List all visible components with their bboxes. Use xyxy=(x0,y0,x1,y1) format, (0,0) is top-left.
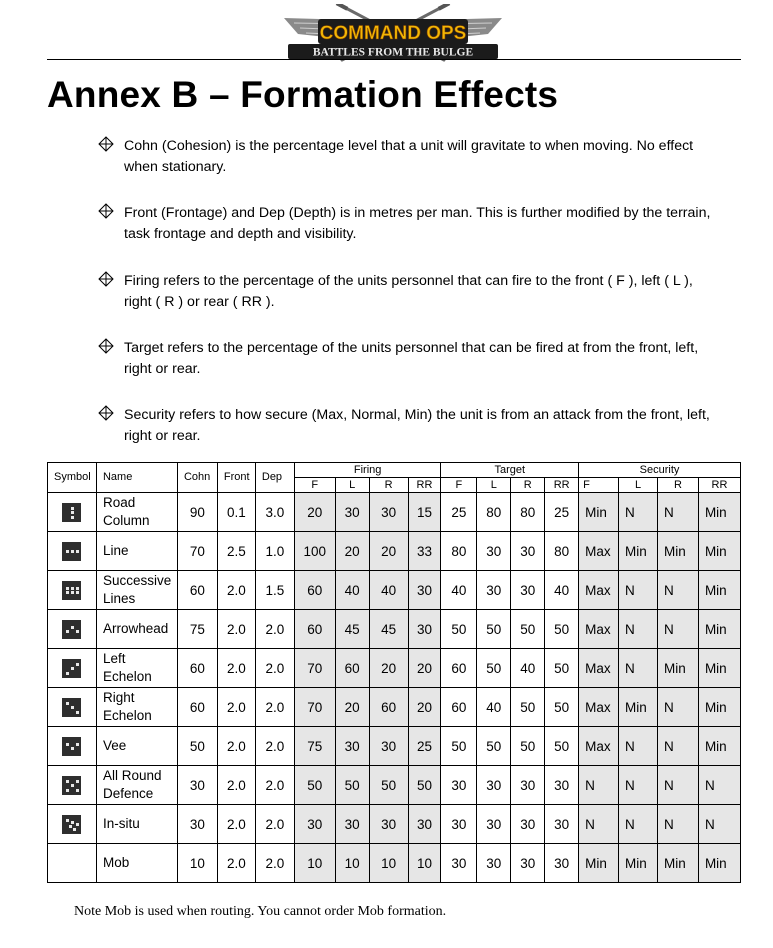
header-dep: Dep xyxy=(255,463,294,493)
firing-r-cell: 30 xyxy=(369,493,408,532)
security-l-cell: N xyxy=(619,610,658,649)
table-row xyxy=(48,688,741,727)
symbol-cell xyxy=(48,649,97,688)
security-l-cell: N xyxy=(619,649,658,688)
dep-cell: 2.0 xyxy=(255,688,294,727)
target-l-cell: 30 xyxy=(477,571,511,610)
symbol-cell xyxy=(48,493,97,532)
header-security-l: L xyxy=(619,478,658,493)
header-security: Security xyxy=(579,463,741,478)
cohn-cell: 90 xyxy=(177,493,217,532)
firing-l-cell: 30 xyxy=(335,493,369,532)
firing-f-cell: 10 xyxy=(294,844,335,883)
formation-name: Right Echelon xyxy=(96,688,177,727)
security-rr-cell: Min xyxy=(698,571,740,610)
firing-r-cell: 30 xyxy=(369,805,408,844)
target-r-cell: 30 xyxy=(511,571,545,610)
firing-l-cell: 50 xyxy=(335,766,369,805)
dep-cell: 2.0 xyxy=(255,805,294,844)
target-l-cell: 50 xyxy=(477,610,511,649)
target-l-cell: 50 xyxy=(477,649,511,688)
security-f-cell: Max xyxy=(579,532,619,571)
page-title: Annex B – Formation Effects xyxy=(47,74,559,115)
logo-top-text: COMMAND OPS xyxy=(319,23,467,44)
header-target-f: F xyxy=(441,478,477,493)
cohn-cell: 60 xyxy=(177,688,217,727)
target-rr-cell: 30 xyxy=(545,844,579,883)
firing-rr-cell: 20 xyxy=(408,688,441,727)
security-r-cell: N xyxy=(658,571,699,610)
target-l-cell: 50 xyxy=(477,727,511,766)
header-firing-rr: RR xyxy=(408,478,441,493)
header-target-r: R xyxy=(511,478,545,493)
target-rr-cell: 40 xyxy=(545,571,579,610)
target-f-cell: 40 xyxy=(441,571,477,610)
target-f-cell: 30 xyxy=(441,766,477,805)
formation-name: Vee xyxy=(96,727,177,766)
firing-f-cell: 70 xyxy=(294,649,335,688)
formation-effects-table xyxy=(47,462,741,883)
target-rr-cell: 50 xyxy=(545,610,579,649)
firing-rr-cell: 30 xyxy=(408,610,441,649)
dep-cell: 3.0 xyxy=(255,493,294,532)
formation-name: Successive Lines xyxy=(96,571,177,610)
security-l-cell: N xyxy=(619,727,658,766)
firing-r-cell: 60 xyxy=(369,688,408,727)
table-row xyxy=(48,610,741,649)
diamond-bullet-icon xyxy=(98,203,114,219)
target-r-cell: 30 xyxy=(511,805,545,844)
security-rr-cell: Min xyxy=(698,727,740,766)
header-name: Name xyxy=(96,463,177,493)
firing-r-cell: 30 xyxy=(369,727,408,766)
target-l-cell: 30 xyxy=(477,805,511,844)
table-row xyxy=(48,805,741,844)
target-f-cell: 50 xyxy=(441,727,477,766)
symbol-cell xyxy=(48,727,97,766)
target-rr-cell: 50 xyxy=(545,727,579,766)
formation-name: Arrowhead xyxy=(96,610,177,649)
security-rr-cell: Min xyxy=(698,610,740,649)
logo-bottom-text: BATTLES FROM THE BULGE xyxy=(312,46,474,59)
front-cell: 0.1 xyxy=(217,493,255,532)
firing-r-cell: 50 xyxy=(369,766,408,805)
bullet-text: Firing refers to the percentage of the units personnel that can fire to the front ( F ), left ( L ), right ( R ) or rear ( RR ). xyxy=(124,273,693,310)
bullet-text: Target refers to the percentage of the units personnel that can be fired at from the front, left, right or rear. xyxy=(124,340,699,377)
header-security-f: F xyxy=(579,478,619,493)
dep-cell: 1.0 xyxy=(255,532,294,571)
target-l-cell: 80 xyxy=(477,493,511,532)
target-r-cell: 30 xyxy=(511,766,545,805)
table-row xyxy=(48,727,741,766)
firing-f-cell: 50 xyxy=(294,766,335,805)
front-cell: 2.0 xyxy=(217,805,255,844)
firing-f-cell: 20 xyxy=(294,493,335,532)
target-rr-cell: 30 xyxy=(545,805,579,844)
line-symbol-icon xyxy=(62,542,81,561)
formation-name: Left Echelon xyxy=(96,649,177,688)
formation-name: Road Column xyxy=(96,493,177,532)
formation-name: Line xyxy=(96,532,177,571)
header-firing-r: R xyxy=(369,478,408,493)
firing-l-cell: 60 xyxy=(335,649,369,688)
firing-rr-cell: 20 xyxy=(408,649,441,688)
cohn-cell: 10 xyxy=(177,844,217,883)
target-l-cell: 30 xyxy=(477,532,511,571)
target-f-cell: 30 xyxy=(441,844,477,883)
formation-name: Mob xyxy=(96,844,177,883)
security-l-cell: N xyxy=(619,493,658,532)
target-f-cell: 80 xyxy=(441,532,477,571)
firing-rr-cell: 30 xyxy=(408,805,441,844)
target-rr-cell: 50 xyxy=(545,688,579,727)
bullet-text: Front (Frontage) and Dep (Depth) is in metres per man. This is further modified by the terrain, task frontage and depth and visibility. xyxy=(124,205,711,242)
security-f-cell: Min xyxy=(579,493,619,532)
target-f-cell: 60 xyxy=(441,649,477,688)
firing-rr-cell: 33 xyxy=(408,532,441,571)
target-l-cell: 40 xyxy=(477,688,511,727)
road-column-symbol-icon xyxy=(62,503,81,522)
security-rr-cell: N xyxy=(698,805,740,844)
security-f-cell: Max xyxy=(579,727,619,766)
security-r-cell: N xyxy=(658,610,699,649)
security-r-cell: Min xyxy=(658,532,699,571)
dep-cell: 2.0 xyxy=(255,610,294,649)
security-f-cell: Max xyxy=(579,610,619,649)
target-rr-cell: 80 xyxy=(545,532,579,571)
security-l-cell: N xyxy=(619,766,658,805)
header-cohn: Cohn xyxy=(177,463,217,493)
firing-l-cell: 40 xyxy=(335,571,369,610)
security-r-cell: Min xyxy=(658,844,699,883)
header-target: Target xyxy=(441,463,579,478)
bullet-text: Security refers to how secure (Max, Normal, Min) the unit is from an attack from the front, left, right or rear. xyxy=(124,407,710,444)
all-round-defence-symbol-icon xyxy=(62,776,81,795)
firing-r-cell: 20 xyxy=(369,649,408,688)
security-r-cell: N xyxy=(658,688,699,727)
target-f-cell: 30 xyxy=(441,805,477,844)
dep-cell: 2.0 xyxy=(255,766,294,805)
firing-f-cell: 60 xyxy=(294,571,335,610)
diamond-bullet-icon xyxy=(98,405,114,421)
front-cell: 2.0 xyxy=(217,610,255,649)
header-target-l: L xyxy=(477,478,511,493)
target-f-cell: 60 xyxy=(441,688,477,727)
formation-name: In-situ xyxy=(96,805,177,844)
front-cell: 2.0 xyxy=(217,571,255,610)
header-firing: Firing xyxy=(294,463,441,478)
target-rr-cell: 50 xyxy=(545,649,579,688)
target-l-cell: 30 xyxy=(477,844,511,883)
arrowhead-symbol-icon xyxy=(62,620,81,639)
front-cell: 2.0 xyxy=(217,844,255,883)
in-situ-symbol-icon xyxy=(62,815,81,834)
front-cell: 2.0 xyxy=(217,727,255,766)
security-r-cell: N xyxy=(658,493,699,532)
security-l-cell: Min xyxy=(619,688,658,727)
diamond-bullet-icon xyxy=(98,136,114,152)
front-cell: 2.5 xyxy=(217,532,255,571)
table-row xyxy=(48,844,741,883)
firing-l-cell: 45 xyxy=(335,610,369,649)
firing-f-cell: 60 xyxy=(294,610,335,649)
cohn-cell: 30 xyxy=(177,766,217,805)
target-l-cell: 30 xyxy=(477,766,511,805)
footnote: Note Mob is used when routing. You cannot order Mob formation. xyxy=(74,904,447,919)
diamond-bullet-icon xyxy=(98,271,114,287)
header-firing-l: L xyxy=(335,478,369,493)
diamond-bullet-icon xyxy=(98,338,114,354)
successive-lines-symbol-icon xyxy=(62,581,81,600)
target-rr-cell: 25 xyxy=(545,493,579,532)
header-rule xyxy=(47,59,741,60)
firing-f-cell: 75 xyxy=(294,727,335,766)
target-r-cell: 30 xyxy=(511,844,545,883)
table-row xyxy=(48,571,741,610)
target-f-cell: 25 xyxy=(441,493,477,532)
target-r-cell: 50 xyxy=(511,610,545,649)
symbol-cell xyxy=(48,532,97,571)
security-r-cell: N xyxy=(658,805,699,844)
security-rr-cell: Min xyxy=(698,649,740,688)
firing-r-cell: 45 xyxy=(369,610,408,649)
left-echelon-symbol-icon xyxy=(62,659,81,678)
symbol-cell xyxy=(48,844,97,883)
target-rr-cell: 30 xyxy=(545,766,579,805)
firing-f-cell: 100 xyxy=(294,532,335,571)
symbol-cell xyxy=(48,610,97,649)
firing-l-cell: 30 xyxy=(335,805,369,844)
symbol-cell xyxy=(48,688,97,727)
security-l-cell: N xyxy=(619,571,658,610)
table-row xyxy=(48,493,741,532)
firing-rr-cell: 30 xyxy=(408,571,441,610)
firing-r-cell: 10 xyxy=(369,844,408,883)
bullet-text: Cohn (Cohesion) is the percentage level that a unit will gravitate to when moving. No effect when stationary. xyxy=(124,138,694,175)
cohn-cell: 75 xyxy=(177,610,217,649)
security-r-cell: Min xyxy=(658,649,699,688)
target-r-cell: 80 xyxy=(511,493,545,532)
firing-l-cell: 30 xyxy=(335,727,369,766)
target-r-cell: 50 xyxy=(511,727,545,766)
dep-cell: 2.0 xyxy=(255,727,294,766)
table-row xyxy=(48,766,741,805)
cohn-cell: 30 xyxy=(177,805,217,844)
security-rr-cell: Min xyxy=(698,493,740,532)
front-cell: 2.0 xyxy=(217,766,255,805)
dep-cell: 2.0 xyxy=(255,649,294,688)
security-f-cell: Max xyxy=(579,688,619,727)
security-f-cell: Max xyxy=(579,571,619,610)
header-security-rr: RR xyxy=(698,478,740,493)
symbol-cell xyxy=(48,571,97,610)
cohn-cell: 60 xyxy=(177,571,217,610)
firing-l-cell: 20 xyxy=(335,688,369,727)
firing-f-cell: 70 xyxy=(294,688,335,727)
header-security-r: R xyxy=(658,478,699,493)
security-rr-cell: Min xyxy=(698,844,740,883)
front-cell: 2.0 xyxy=(217,688,255,727)
security-f-cell: N xyxy=(579,805,619,844)
security-r-cell: N xyxy=(658,727,699,766)
table-row xyxy=(48,532,741,571)
table-body xyxy=(48,493,741,883)
firing-rr-cell: 50 xyxy=(408,766,441,805)
dep-cell: 2.0 xyxy=(255,844,294,883)
security-l-cell: Min xyxy=(619,532,658,571)
firing-rr-cell: 15 xyxy=(408,493,441,532)
firing-l-cell: 20 xyxy=(335,532,369,571)
security-f-cell: N xyxy=(579,766,619,805)
security-f-cell: Max xyxy=(579,649,619,688)
security-rr-cell: Min xyxy=(698,532,740,571)
symbol-cell xyxy=(48,766,97,805)
firing-l-cell: 10 xyxy=(335,844,369,883)
header-target-rr: RR xyxy=(545,478,579,493)
command-ops-logo xyxy=(284,4,502,62)
cohn-cell: 60 xyxy=(177,649,217,688)
security-rr-cell: N xyxy=(698,766,740,805)
security-rr-cell: Min xyxy=(698,688,740,727)
firing-rr-cell: 25 xyxy=(408,727,441,766)
vee-symbol-icon xyxy=(62,737,81,756)
symbol-cell xyxy=(48,805,97,844)
security-l-cell: N xyxy=(619,805,658,844)
header-firing-f: F xyxy=(294,478,335,493)
header-front: Front xyxy=(217,463,255,493)
header-symbol: Symbol xyxy=(48,463,97,493)
dep-cell: 1.5 xyxy=(255,571,294,610)
target-r-cell: 50 xyxy=(511,688,545,727)
formation-name: All Round Defence xyxy=(96,766,177,805)
target-r-cell: 30 xyxy=(511,532,545,571)
firing-rr-cell: 10 xyxy=(408,844,441,883)
cohn-cell: 50 xyxy=(177,727,217,766)
firing-f-cell: 30 xyxy=(294,805,335,844)
table-row xyxy=(48,649,741,688)
right-echelon-symbol-icon xyxy=(62,698,81,717)
target-r-cell: 40 xyxy=(511,649,545,688)
front-cell: 2.0 xyxy=(217,649,255,688)
security-f-cell: Min xyxy=(579,844,619,883)
security-l-cell: Min xyxy=(619,844,658,883)
security-r-cell: N xyxy=(658,766,699,805)
cohn-cell: 70 xyxy=(177,532,217,571)
target-f-cell: 50 xyxy=(441,610,477,649)
firing-r-cell: 40 xyxy=(369,571,408,610)
firing-r-cell: 20 xyxy=(369,532,408,571)
